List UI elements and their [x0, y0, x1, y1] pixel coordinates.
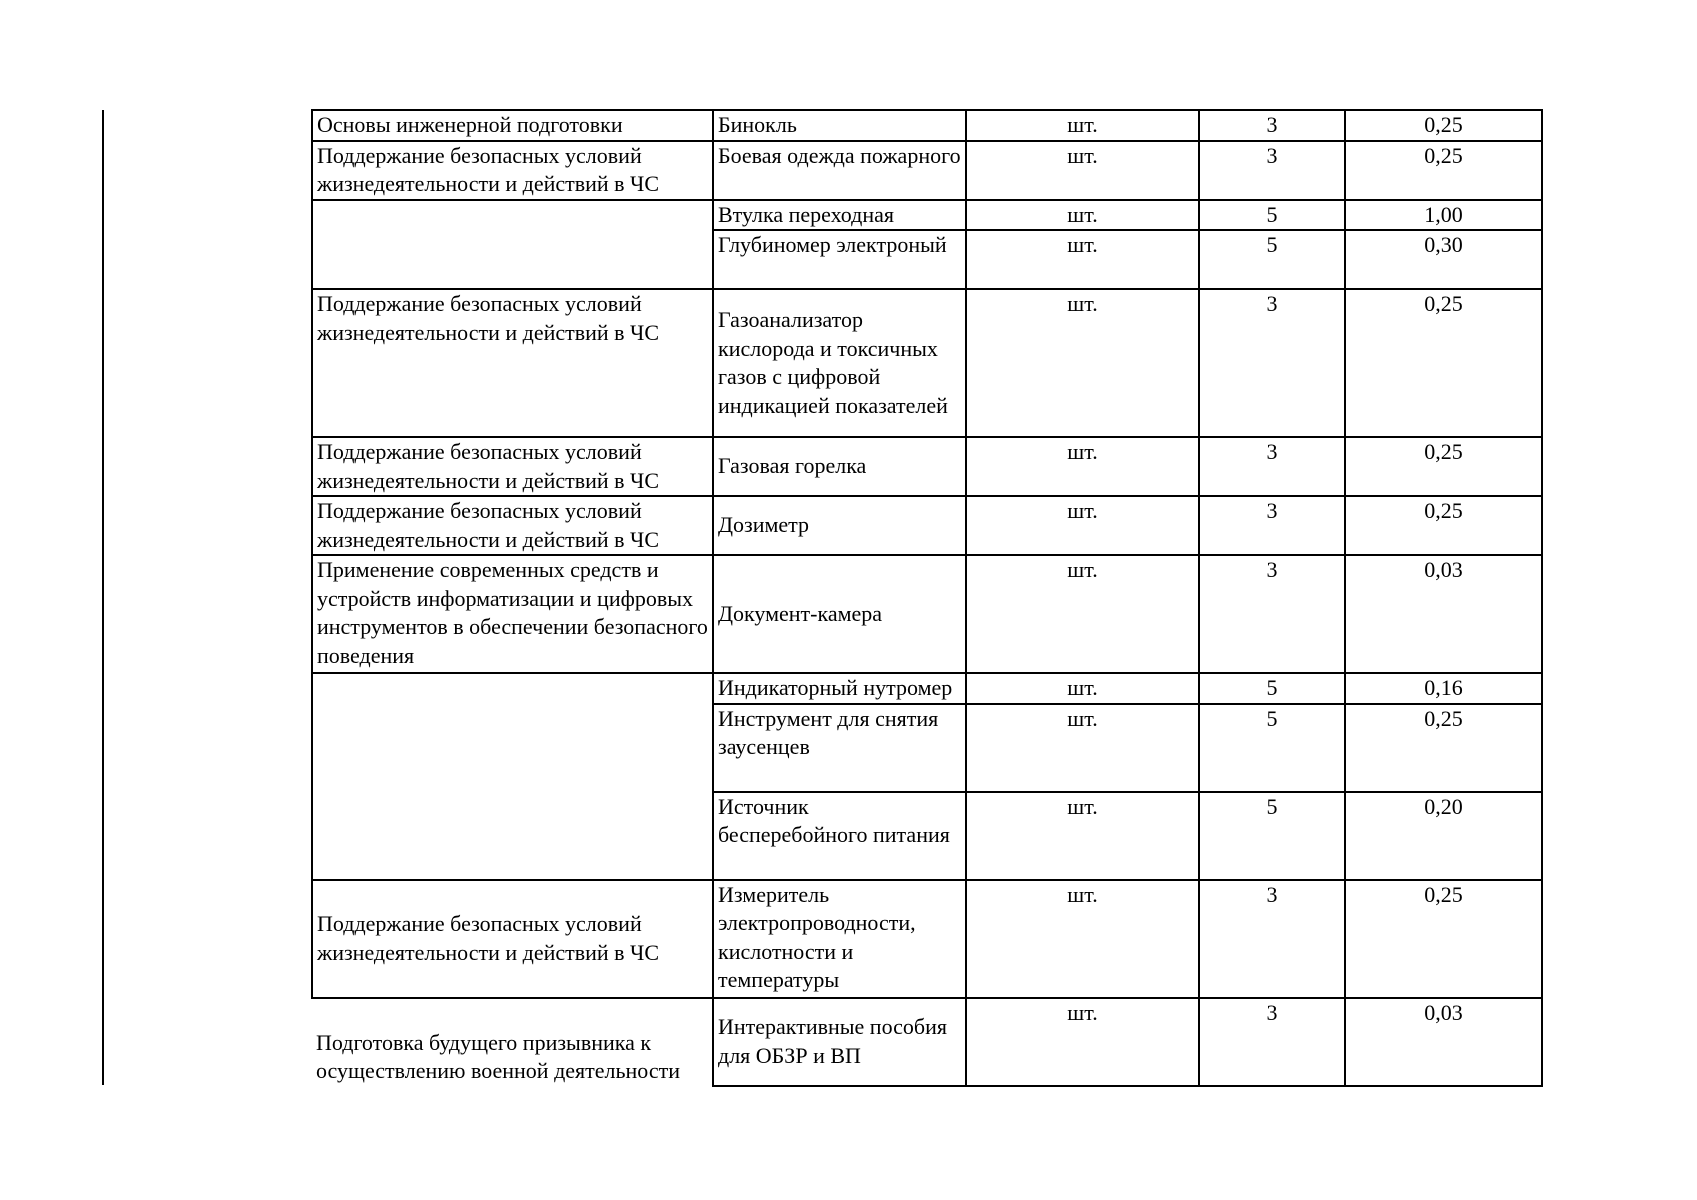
unit-cell: шт. — [966, 437, 1199, 496]
norm-cell: 0,20 — [1345, 792, 1542, 880]
unit-cell: шт. — [966, 555, 1199, 673]
unit-cell: шт. — [966, 230, 1199, 289]
item-cell: Втулка переходная — [713, 200, 966, 231]
qty-cell: 3 — [1199, 289, 1345, 437]
norm-cell: 0,25 — [1345, 141, 1542, 200]
subject-cell: Подготовка будущего призывника к осуществлению военной деятельности — [312, 998, 713, 1086]
unit-cell: шт. — [966, 141, 1199, 200]
item-cell: Индикаторный нутромер — [713, 673, 966, 704]
norm-cell: 0,25 — [1345, 704, 1542, 792]
equipment-table — [311, 109, 1543, 1087]
unit-cell: шт. — [966, 289, 1199, 437]
qty-cell: 3 — [1199, 555, 1345, 673]
table-row — [312, 110, 1542, 141]
norm-cell: 0,03 — [1345, 555, 1542, 673]
subject-cell: Поддержание безопасных условий жизнедеятельности и действий в ЧС — [312, 289, 713, 437]
subject-cell-empty — [312, 673, 713, 880]
table-row — [312, 880, 1542, 998]
norm-cell: 0,16 — [1345, 673, 1542, 704]
table-row — [312, 496, 1542, 555]
page-margin-rule — [102, 110, 104, 1085]
unit-cell: шт. — [966, 110, 1199, 141]
subject-cell: Поддержание безопасных условий жизнедеятельности и действий в ЧС — [312, 880, 713, 998]
subject-cell-empty — [312, 200, 713, 290]
norm-cell: 0,03 — [1345, 998, 1542, 1086]
table-row — [312, 200, 1542, 231]
qty-cell: 3 — [1199, 998, 1345, 1086]
table-row — [312, 289, 1542, 437]
table-row — [312, 555, 1542, 673]
table-row — [312, 998, 1542, 1086]
qty-cell: 3 — [1199, 437, 1345, 496]
norm-cell: 0,25 — [1345, 289, 1542, 437]
qty-cell: 5 — [1199, 792, 1345, 880]
unit-cell: шт. — [966, 880, 1199, 998]
item-cell: Газоанализатор кислорода и токсичных газов с цифровой индикацией показателей — [713, 289, 966, 437]
table-row — [312, 437, 1542, 496]
item-cell: Газовая горелка — [713, 437, 966, 496]
qty-cell: 5 — [1199, 200, 1345, 231]
subject-cell: Поддержание безопасных условий жизнедеятельности и действий в ЧС — [312, 496, 713, 555]
item-cell: Инструмент для снятия заусенцев — [713, 704, 966, 792]
subject-cell: Применение современных средств и устройств информатизации и цифровых инструментов в обеспечении безопасного поведения — [312, 555, 713, 673]
norm-cell: 1,00 — [1345, 200, 1542, 231]
item-cell: Источник бесперебойного питания — [713, 792, 966, 880]
item-cell: Боевая одежда пожарного — [713, 141, 966, 200]
norm-cell: 0,25 — [1345, 496, 1542, 555]
item-cell: Бинокль — [713, 110, 966, 141]
qty-cell: 3 — [1199, 496, 1345, 555]
item-cell: Измеритель электропроводности, кислотности и температуры — [713, 880, 966, 998]
norm-cell: 0,25 — [1345, 110, 1542, 141]
unit-cell: шт. — [966, 673, 1199, 704]
norm-cell: 0,25 — [1345, 437, 1542, 496]
table-row — [312, 141, 1542, 200]
unit-cell: шт. — [966, 792, 1199, 880]
item-cell: Интерактивные пособия для ОБЗР и ВП — [713, 998, 966, 1086]
item-cell: Дозиметр — [713, 496, 966, 555]
norm-cell: 0,25 — [1345, 880, 1542, 998]
qty-cell: 5 — [1199, 673, 1345, 704]
unit-cell: шт. — [966, 704, 1199, 792]
qty-cell: 3 — [1199, 880, 1345, 998]
subject-cell: Поддержание безопасных условий жизнедеятельности и действий в ЧС — [312, 437, 713, 496]
qty-cell: 3 — [1199, 141, 1345, 200]
item-cell: Глубиномер электроный — [713, 230, 966, 289]
subject-cell: Основы инженерной подготовки — [312, 110, 713, 141]
qty-cell: 3 — [1199, 110, 1345, 141]
subject-cell: Поддержание безопасных условий жизнедеятельности и действий в ЧС — [312, 141, 713, 200]
norm-cell: 0,30 — [1345, 230, 1542, 289]
item-cell: Документ-камера — [713, 555, 966, 673]
unit-cell: шт. — [966, 200, 1199, 231]
table-row — [312, 673, 1542, 704]
qty-cell: 5 — [1199, 230, 1345, 289]
unit-cell: шт. — [966, 998, 1199, 1086]
qty-cell: 5 — [1199, 704, 1345, 792]
unit-cell: шт. — [966, 496, 1199, 555]
